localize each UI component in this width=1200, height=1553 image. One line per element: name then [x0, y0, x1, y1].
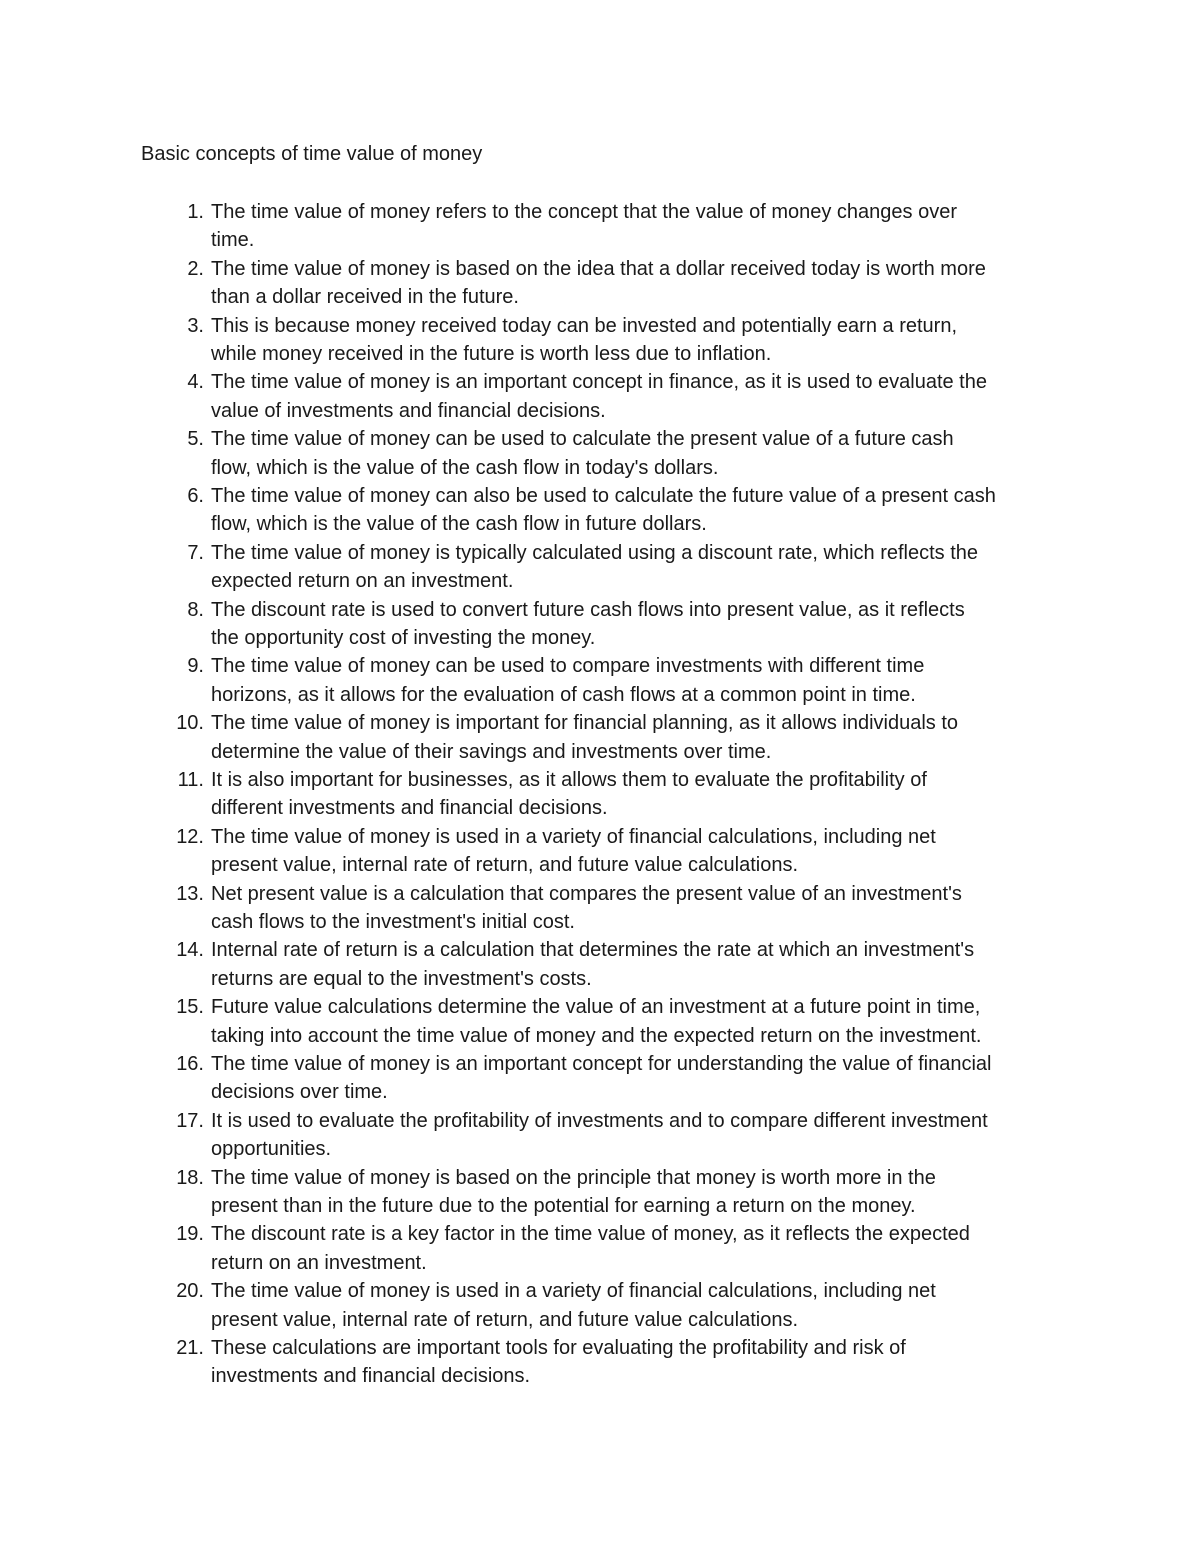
- list-item: [0, 482, 1200, 539]
- numbered-list: [0, 198, 1200, 1391]
- list-item-number: 15.: [176, 996, 204, 1019]
- list-item-text: Internal rate of return is a calculation that determines the rate at which an investment's returns are equal to the investment's costs.: [211, 939, 975, 990]
- list-item-text: This is because money received today can be invested and potentially earn a return, while money received in the future is worth less due to inflation.: [211, 314, 957, 365]
- list-item-number: 9.: [187, 655, 204, 678]
- list-item: [0, 766, 1200, 823]
- list-item-text: The time value of money can also be used to calculate the future value of a present cash flow, which is the value of the cash flow in future dollars.: [211, 484, 996, 536]
- list-item-number: 1.: [187, 201, 204, 223]
- list-item-text: The time value of money can be used to calculate the present value of a future cash flow, which is the value of the cash flow in today's dollars.: [211, 428, 954, 479]
- list-item-number: 21.: [176, 1336, 204, 1359]
- list-item: [0, 312, 1200, 369]
- list-item-number: 19.: [176, 1223, 204, 1246]
- list-item-number: 12.: [176, 825, 204, 848]
- list-item: [0, 425, 1200, 482]
- list-item-text: The time value of money is based on the principle that money is worth more in the present than in the future due to the potential for earning a return on the money.: [211, 1166, 936, 1217]
- list-item-text: The time value of money refers to the concept that the value of money changes over time.: [211, 201, 957, 252]
- list-item: [0, 1277, 1200, 1334]
- list-item-number: 5.: [187, 428, 204, 451]
- list-item: [0, 880, 1200, 937]
- list-item-text: The time value of money is an important concept in finance, as it is used to evaluate the value of investments and financial decisions.: [211, 371, 987, 422]
- list-item-number: 10.: [176, 712, 204, 735]
- list-item-text: The discount rate is a key factor in the time value of money, as it reflects the expected return on an investment.: [211, 1223, 970, 1274]
- list-item: [0, 1164, 1200, 1221]
- list-item-number: 20.: [176, 1280, 204, 1303]
- list-item-number: 7.: [187, 541, 204, 564]
- list-item-text: The time value of money is based on the idea that a dollar received today is worth more than a dollar received in the future.: [211, 257, 986, 309]
- list-item: [0, 368, 1200, 425]
- list-item-number: 8.: [187, 598, 204, 621]
- list-item-text: The time value of money is used in a variety of financial calculations, including net present value, internal rate of return, and future value calculations.: [211, 1280, 936, 1331]
- list-item-text: The time value of money is typically calculated using a discount rate, which reflects the expected return on an investment.: [211, 541, 979, 593]
- list-item: [0, 709, 1200, 766]
- list-item: [0, 823, 1200, 880]
- list-item-number: 17.: [176, 1109, 204, 1132]
- list-item: [0, 1334, 1200, 1391]
- list-item-text: It is used to evaluate the profitability of investments and to compare different investment opportunities.: [211, 1109, 988, 1161]
- list-item: [0, 255, 1200, 312]
- list-item-text: Future value calculations determine the value of an investment at a future point in time, taking into account the time value of money and the expected return on the investment.: [211, 996, 982, 1047]
- list-item-text: The time value of money can be used to compare investments with different time horizons, as it allows for the evaluation of cash flows at a common point in time.: [211, 655, 925, 706]
- list-item: [0, 1220, 1200, 1277]
- list-item: [0, 993, 1200, 1050]
- list-item-text: The time value of money is an important concept for understanding the value of financial decisions over time.: [211, 1052, 992, 1104]
- list-item: [0, 1050, 1200, 1107]
- list-item-number: 6.: [187, 484, 204, 507]
- list-item: [0, 936, 1200, 993]
- list-item-text: The time value of money is used in a variety of financial calculations, including net present value, internal rate of return, and future value calculations.: [211, 825, 936, 877]
- list-item: [0, 596, 1200, 653]
- list-item-text: The discount rate is used to convert future cash flows into present value, as it reflects the opportunity cost of investing the money.: [211, 598, 965, 649]
- list-item-text: These calculations are important tools for evaluating the profitability and risk of investments and financial decisions.: [211, 1336, 906, 1388]
- document-title: Basic concepts of time value of money: [141, 143, 483, 165]
- list-item-text: It is also important for businesses, as it allows them to evaluate the profitability of different investments and financial decisions.: [211, 768, 927, 820]
- list-item-number: 16.: [176, 1052, 204, 1075]
- list-item-number: 11.: [177, 768, 204, 791]
- list-item: [0, 652, 1200, 709]
- list-item-number: 4.: [187, 371, 204, 394]
- list-item: [0, 539, 1200, 596]
- list-item-number: 2.: [187, 257, 204, 280]
- list-item-text: Net present value is a calculation that compares the present value of an investment's cash flows to the investment's initial cost.: [211, 882, 962, 933]
- list-item: [0, 198, 1200, 255]
- list-item-text: The time value of money is important for financial planning, as it allows individuals to determine the value of their savings and investments over time.: [211, 712, 959, 763]
- list-item-number: 18.: [176, 1166, 204, 1189]
- list-item: [0, 1107, 1200, 1164]
- list-item-number: 14.: [176, 939, 204, 962]
- list-item-number: 3.: [187, 314, 204, 337]
- list-item-number: 13.: [176, 882, 204, 905]
